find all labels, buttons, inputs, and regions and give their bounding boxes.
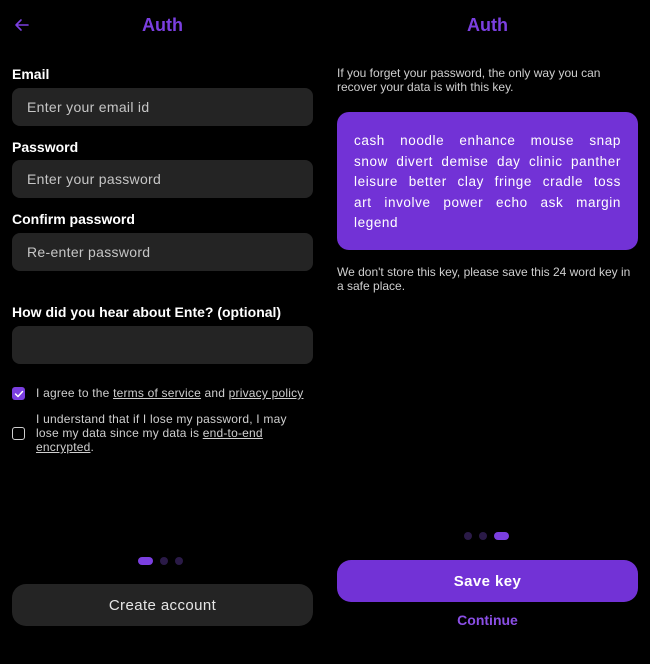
understand-checkbox[interactable] bbox=[12, 427, 25, 440]
email-input[interactable] bbox=[12, 88, 313, 126]
page-dot-2 bbox=[160, 557, 168, 565]
email-label: Email bbox=[12, 66, 50, 82]
recovery-key-screen bbox=[325, 0, 650, 664]
confirm-password-input[interactable] bbox=[12, 233, 313, 271]
page-indicator bbox=[138, 557, 183, 565]
end-to-end-encrypted-link[interactable]: end-to-end encrypted bbox=[36, 426, 263, 454]
password-input[interactable] bbox=[12, 160, 313, 198]
page-dot-1 bbox=[464, 532, 472, 540]
understand-suffix: . bbox=[90, 440, 95, 454]
app-bar bbox=[0, 0, 325, 52]
terms-middle: and bbox=[200, 386, 229, 400]
page-dot-3 bbox=[494, 532, 509, 540]
app-title: Auth bbox=[467, 15, 508, 35]
recovery-key-words: cash noodle enhance mouse snap snow divert demise day clinic panther leisure better clay fringe cradle toss art involve power echo ask margin legend bbox=[354, 133, 621, 230]
referral-input[interactable] bbox=[12, 326, 313, 364]
page-dot-3 bbox=[175, 557, 183, 565]
create-account-button[interactable]: Create account bbox=[12, 584, 313, 626]
terms-row bbox=[12, 387, 303, 400]
recovery-key-box[interactable] bbox=[337, 112, 638, 250]
terms-of-service-link[interactable]: terms of service bbox=[113, 386, 201, 400]
privacy-policy-link[interactable]: privacy policy bbox=[228, 386, 304, 400]
terms-text bbox=[36, 386, 303, 400]
understand-text bbox=[36, 412, 312, 454]
app-title: Auth bbox=[142, 15, 183, 35]
page-dot-1 bbox=[138, 557, 153, 565]
confirm-password-label: Confirm password bbox=[12, 211, 135, 227]
save-key-warning: We don't store this key, please save this 24 word key in a safe place. bbox=[337, 265, 631, 293]
save-key-button[interactable]: Save key bbox=[337, 560, 638, 602]
recovery-info-text: If you forget your password, the only way you can recover your data is with this key. bbox=[337, 66, 601, 94]
app-bar bbox=[325, 0, 650, 52]
checkmark-icon bbox=[14, 389, 24, 399]
password-label: Password bbox=[12, 139, 79, 155]
terms-checkbox[interactable] bbox=[12, 387, 25, 400]
terms-prefix: I agree to the bbox=[36, 386, 114, 400]
continue-link[interactable]: Continue bbox=[457, 612, 518, 628]
referral-label: How did you hear about Ente? (optional) bbox=[12, 304, 282, 320]
page-dot-2 bbox=[479, 532, 487, 540]
page-indicator bbox=[464, 532, 509, 540]
understand-prefix: I understand that if I lose my password, I may lose my data since my data is bbox=[36, 412, 287, 440]
understand-row bbox=[12, 412, 312, 454]
